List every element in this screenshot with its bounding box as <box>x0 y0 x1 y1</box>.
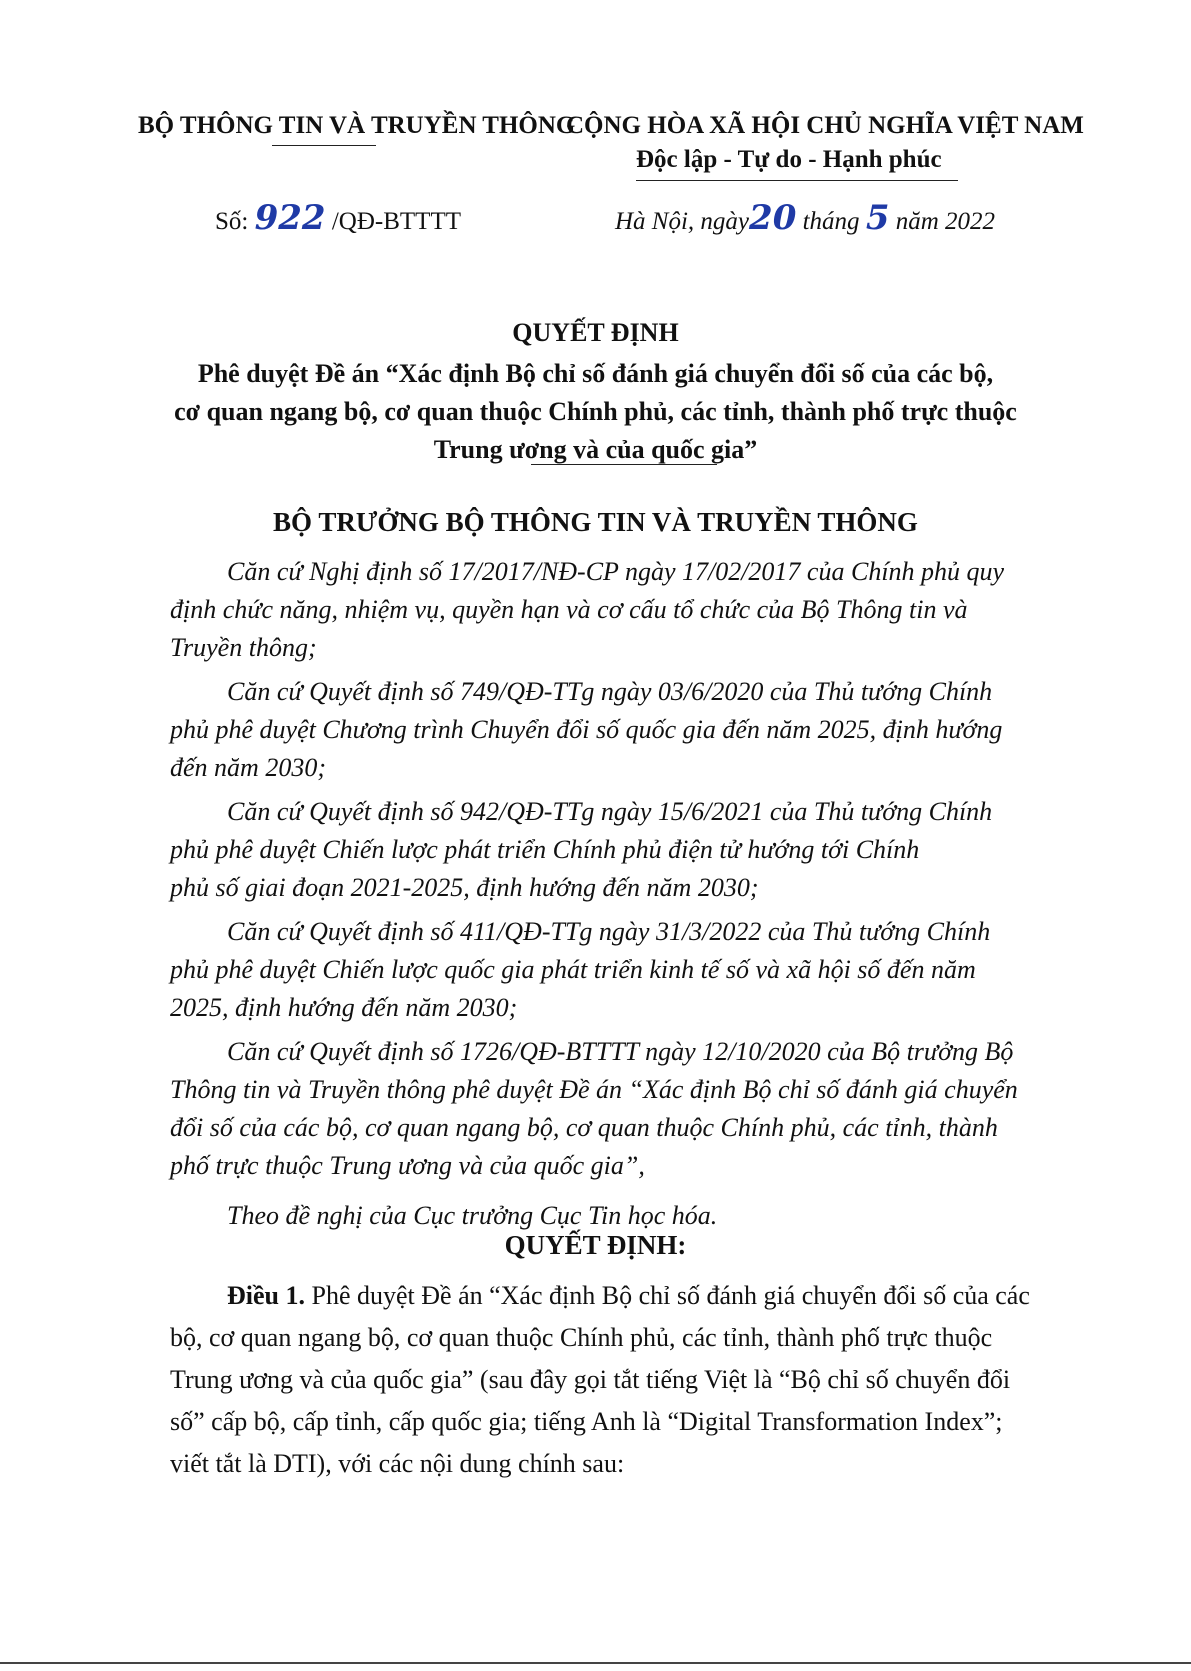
document-heading: QUYẾT ĐỊNH <box>512 318 679 347</box>
basis-line: Căn cứ Quyết định số 942/QĐ-TTg ngày 15/6/2021 của Thủ tướng Chính <box>227 797 993 826</box>
basis-line: phủ phê duyệt Chương trình Chuyển đổi số quốc gia đến năm 2025, định hướng <box>170 715 1003 744</box>
basis-line: Theo đề nghị của Cục trưởng Cục Tin học hóa. <box>227 1201 718 1230</box>
subtitle-line: Phê duyệt Đề án “Xác định Bộ chỉ số đánh giá chuyển đổi số của các bộ, <box>197 359 994 388</box>
basis-line: phủ phê duyệt Chiến lược phát triển Chính phủ điện tử hướng tới Chính <box>170 835 920 864</box>
article-line: số” cấp bộ, cấp tỉnh, cấp quốc gia; tiếng Anh là “Digital Transformation Index”; <box>170 1407 1003 1436</box>
basis-line: phủ phê duyệt Chiến lược quốc gia phát triển kinh tế số và xã hội số đến năm <box>170 955 976 984</box>
article-line: Trung ương và của quốc gia” (sau đây gọi tắt tiếng Việt là “Bộ chỉ số chuyển đổi <box>170 1365 1011 1394</box>
national-motto: Độc lập - Tự do - Hạnh phúc <box>636 146 942 173</box>
number-suffix: /QĐ-BTTTT <box>331 208 461 235</box>
subtitle-line: Trung ương và của quốc gia” <box>433 435 758 464</box>
article-1-label: Điều 1. <box>227 1281 305 1310</box>
basis-paragraph <box>170 913 1018 1027</box>
subtitle-line: cơ quan ngang bộ, cơ quan thuộc Chính phủ, các tỉnh, thành phố trực thuộc <box>174 397 1017 426</box>
basis-paragraph <box>170 793 1018 907</box>
basis-line: 2025, định hướng đến năm 2030; <box>170 993 518 1022</box>
basis-line: phố trực thuộc Trung ương và của quốc gia”, <box>170 1151 645 1180</box>
year-text: năm 2022 <box>895 208 996 235</box>
document-number <box>215 198 461 238</box>
page-bottom-edge <box>0 1662 1191 1664</box>
basis-line: Thông tin và Truyền thông phê duyệt Đề án “Xác định Bộ chỉ số đánh giá chuyển <box>170 1075 1018 1104</box>
basis-line: đến năm 2030; <box>170 753 326 782</box>
basis-line: đổi số của các bộ, cơ quan ngang bộ, cơ quan thuộc Chính phủ, các tỉnh, thành <box>170 1113 998 1142</box>
basis-paragraph <box>170 553 1018 667</box>
handwritten-day: 20 <box>749 198 797 238</box>
basis-line: Căn cứ Quyết định số 411/QĐ-TTg ngày 31/3/2022 của Thủ tướng Chính <box>227 917 991 946</box>
basis-line: Căn cứ Quyết định số 1726/QĐ-BTTTT ngày 12/10/2020 của Bộ trưởng Bộ <box>227 1037 1014 1066</box>
basis-paragraph <box>170 1033 1018 1185</box>
month-label: tháng <box>802 208 860 235</box>
legal-bases <box>170 553 1018 1235</box>
decision-heading: QUYẾT ĐỊNH: <box>504 1230 687 1260</box>
basis-line: Truyền thông; <box>170 633 317 662</box>
authority-heading: BỘ TRƯỞNG BỘ THÔNG TIN VÀ TRUYỀN THÔNG <box>273 507 918 537</box>
article-line: bộ, cơ quan ngang bộ, cơ quan thuộc Chính phủ, các tỉnh, thành phố trực thuộc <box>170 1323 993 1352</box>
basis-line: phủ số giai đoạn 2021-2025, định hướng đến năm 2030; <box>170 873 759 902</box>
title-underline <box>531 464 717 465</box>
basis-line: Căn cứ Quyết định số 749/QĐ-TTg ngày 03/6/2020 của Thủ tướng Chính <box>227 677 993 706</box>
article-line: Phê duyệt Đề án “Xác định Bộ chỉ số đánh giá chuyển đổi số của các <box>305 1281 1030 1310</box>
handwritten-number: 922 <box>254 198 326 238</box>
place-date <box>615 198 995 238</box>
handwritten-month: 5 <box>865 198 890 238</box>
basis-paragraph <box>170 673 1018 787</box>
document-subtitle <box>0 355 1191 469</box>
article-1-first-line <box>170 1275 1030 1317</box>
ministry-underline <box>272 145 376 146</box>
republic-name: CỘNG HÒA XÃ HỘI CHỦ NGHĨA VIỆT NAM <box>566 112 1084 139</box>
number-prefix: Số: <box>215 208 249 235</box>
article-1 <box>170 1275 1030 1485</box>
ministry-name: BỘ THÔNG TIN VÀ TRUYỀN THÔNG <box>138 112 576 139</box>
place-date-prefix: Hà Nội, ngày <box>615 208 750 235</box>
article-line: viết tắt là DTI), với các nội dung chính sau: <box>170 1449 625 1478</box>
basis-line: định chức năng, nhiệm vụ, quyền hạn và cơ cấu tổ chức của Bộ Thông tin và <box>170 595 968 624</box>
motto-underline <box>636 180 958 181</box>
basis-line: Căn cứ Nghị định số 17/2017/NĐ-CP ngày 17/02/2017 của Chính phủ quy <box>227 557 1005 586</box>
